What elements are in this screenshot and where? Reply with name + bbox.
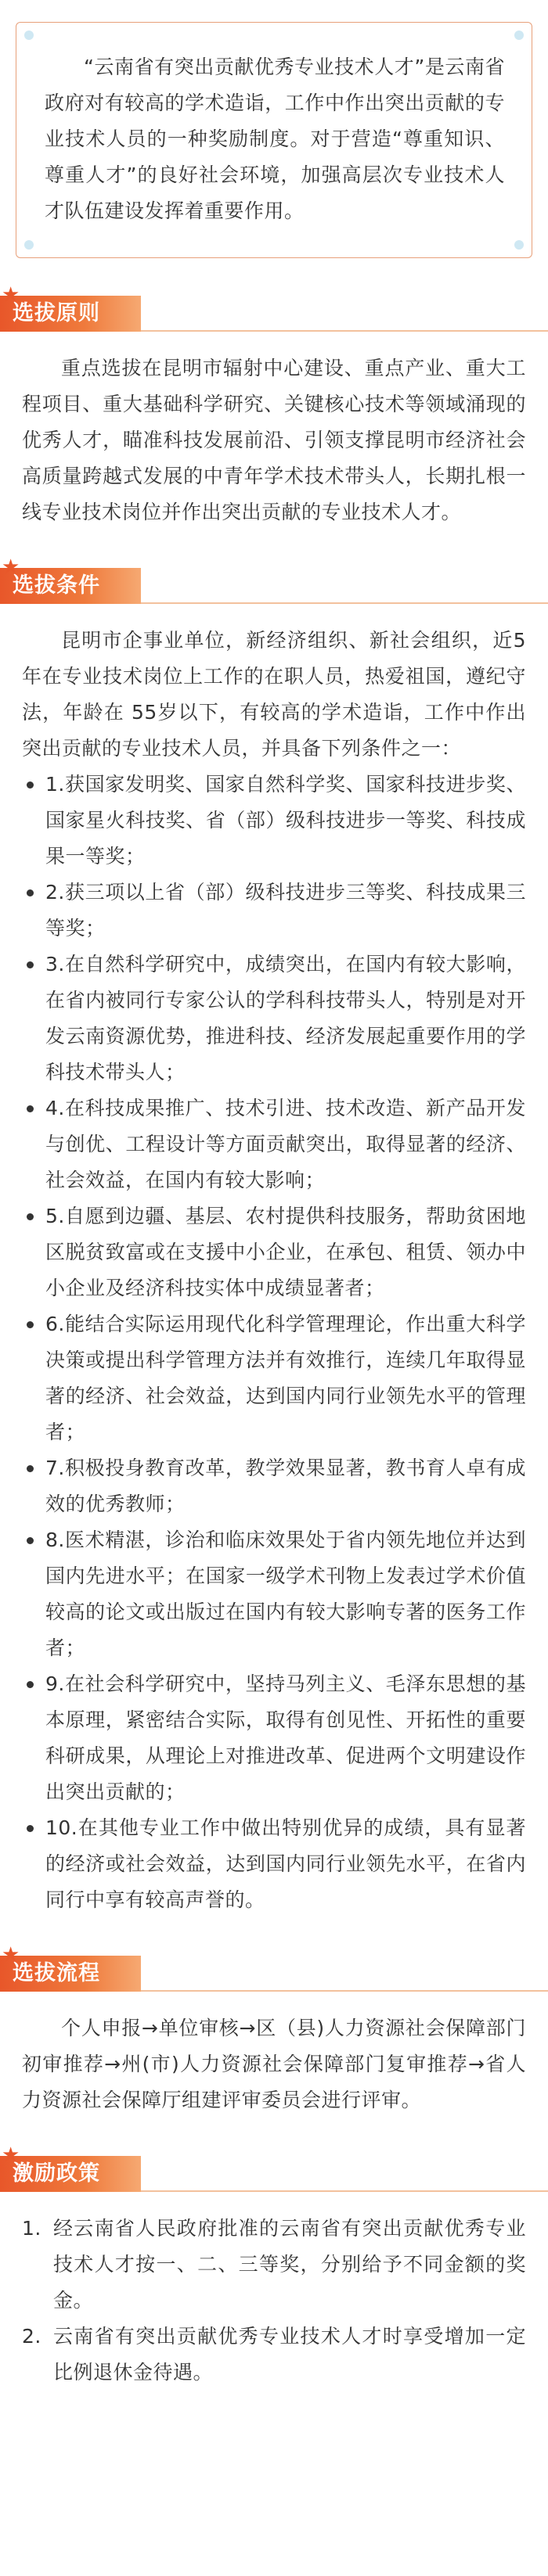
corner-dot-icon — [514, 31, 524, 40]
star-icon: ★ — [2, 1943, 20, 1967]
list-item: 8.医术精湛，诊治和临床效果处于省内领先地位并达到国内先进水平；在国家一级学术刊物上发表过学术价值较高的论文或出版过在国内有较大影响专著的医务工作者； — [22, 1522, 526, 1666]
section-title: 选拔条件 — [13, 573, 100, 598]
item-text: 经云南省人民政府批准的云南省有突出贡献优秀专业技术人才按一、二、三等奖，分别给予不同金额的奖金。 — [53, 2217, 526, 2312]
list-item: 7.积极投身教育改革，教学效果显著，教书育人卓有成效的优秀教师； — [22, 1450, 526, 1522]
list-item: 4.在科技成果推广、技术引进、技术改造、新产品开发与创优、工程设计等方面贡献突出，取得显著的经济、社会效益，在国内有较大影响； — [22, 1090, 526, 1198]
intro-box — [16, 22, 532, 258]
section-heading — [0, 555, 548, 605]
intro-paragraph: “云南省有突出贡献优秀专业技术人才”是云南省政府对有较高的学术造诣，工作中作出突出贡献的专业技术人员的一种奖励制度。对于营造“尊重知识、尊重人才”的良好社会环境，加强高层次专业技术人才队伍建设发挥着重要作用。 — [45, 56, 505, 222]
section-title: 激励政策 — [13, 2161, 100, 2186]
principle-paragraph: 重点选拔在昆明市辐射中心建设、重点产业、重大工程项目、重大基础科学研究、关键核心技术等领域涌现的优秀人才，瞄准科技发展前沿、引领支撑昆明市经济社会高质量跨越式发展的中青年学术技术带头人，长期扎根一线专业技术岗位并作出突出贡献的专业技术人才。 — [22, 357, 526, 523]
conditions-paragraph: 昆明市企事业单位，新经济组织、新社会组织，近5年在专业技术岗位上工作的在职人员，热爱祖国，遵纪守法，年龄在 55岁以下，有较高的学术造诣，工作中作出突出贡献的专业技术人员，并具备下列条件之一： — [22, 629, 526, 760]
list-item: 5.自愿到边疆、基层、农村提供科技服务，帮助贫困地区脱贫致富或在支援中小企业，在承包、租赁、领办中小企业及经济科技实体中成绩显著者； — [22, 1198, 526, 1306]
process-paragraph: 个人申报→单位审核→区（县)人力资源社会保障部门初审推荐→州(市)人力资源社会保障部门复审推荐→省人力资源社会保障厅组建评审委员会进行评审。 — [22, 2017, 526, 2111]
section-heading — [0, 283, 548, 333]
list-item: 9.在社会科学研究中，坚持马列主义、毛泽东思想的基本原理，紧密结合实际，取得有创见性、开拓性的重要科研成果，从理论上对推进改革、促进两个文明建设作出突出贡献的； — [22, 1666, 526, 1810]
section-principle — [0, 283, 548, 530]
item-number: 1. — [22, 2217, 41, 2240]
conditions-list — [0, 767, 548, 1918]
item-number: 2. — [22, 2325, 41, 2348]
section-heading — [0, 2143, 548, 2193]
item-text: 云南省有突出贡献优秀专业技术人才时享受增加一定比例退休金待遇。 — [53, 2325, 526, 2384]
section-process — [0, 1943, 548, 2118]
star-icon: ★ — [2, 2143, 20, 2167]
corner-dot-icon — [24, 240, 34, 250]
corner-dot-icon — [514, 240, 524, 250]
star-icon: ★ — [2, 555, 20, 579]
intro-section — [0, 0, 548, 258]
star-icon: ★ — [2, 283, 20, 307]
section-conditions — [0, 555, 548, 1918]
section-incentive — [0, 2143, 548, 2391]
section-heading — [0, 1943, 548, 1993]
list-item: 6.能结合实际运用现代化科学管理理论，作出重大科学决策或提出科学管理方法并有效推行，连续几年取得显著的经济、社会效益，达到国内同行业领先水平的管理者； — [22, 1306, 526, 1450]
list-item: 2.获三项以上省（部）级科技进步三等奖、科技成果三等奖； — [22, 875, 526, 947]
incentive-list — [0, 2211, 548, 2391]
corner-dot-icon — [24, 31, 34, 40]
section-title: 选拔流程 — [13, 1961, 100, 1985]
list-item: 3.在自然科学研究中，成绩突出，在国内有较大影响，在省内被同行专家公认的学科科技带头人，特别是对开发云南资源优势，推进科技、经济发展起重要作用的学科技术带头人； — [22, 947, 526, 1090]
list-item: 1.获国家发明奖、国家自然科学奖、国家科技进步奖、国家星火科技奖、省（部）级科技进步一等奖、科技成果一等奖； — [22, 767, 526, 875]
list-item — [22, 2211, 526, 2319]
section-title: 选拔原则 — [13, 301, 100, 325]
list-item — [22, 2319, 526, 2391]
list-item: 10.在其他专业工作中做出特别优异的成绩，具有显著的经济或社会效益，达到国内同行业领先水平，在省内同行中享有较高声誉的。 — [22, 1810, 526, 1918]
